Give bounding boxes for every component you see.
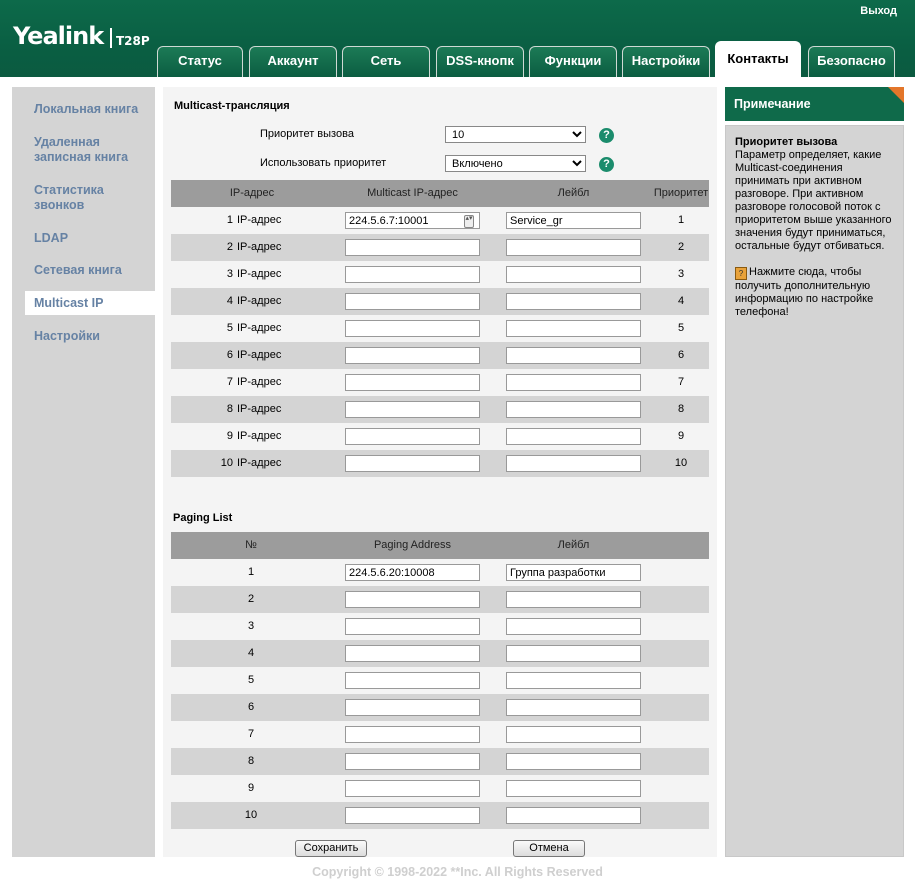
priority-select[interactable] [445, 126, 586, 143]
tab-contacts[interactable]: Контакты [715, 41, 801, 77]
paging-address-input[interactable] [345, 726, 480, 743]
multicast-label-input[interactable] [506, 347, 641, 364]
table-row [171, 694, 709, 721]
row-number: 4 [226, 295, 233, 307]
table-row [171, 802, 709, 829]
table-row [171, 342, 709, 369]
multicast-address-input[interactable] [345, 293, 480, 310]
multicast-address-input[interactable] [345, 212, 480, 229]
table-row [171, 640, 709, 667]
sidebar-item-network-book[interactable]: Сетевая книга [34, 263, 122, 277]
row-number: 2 [226, 241, 233, 253]
multicast-label-input[interactable] [506, 320, 641, 337]
paging-address-input[interactable] [345, 591, 480, 608]
row-number: 7 [247, 728, 255, 740]
logout-link[interactable]: Выход [860, 5, 897, 17]
row-priority: 1 [677, 214, 685, 226]
paging-label-input[interactable] [506, 672, 641, 689]
sidebar-item-call-log[interactable]: Статистика звонков [34, 183, 104, 212]
col-label: Лейбл [557, 187, 590, 199]
left-sidebar [12, 87, 155, 857]
table-row [171, 450, 709, 477]
paging-address-input[interactable] [345, 645, 480, 662]
row-number: 9 [247, 782, 255, 794]
row-priority: 3 [677, 268, 685, 280]
yealink-logo: Yealink [13, 22, 104, 50]
row-number: 10 [244, 809, 258, 821]
row-ip-label: IP-адрес [237, 241, 282, 253]
table-row [171, 315, 709, 342]
tab-dss-keys[interactable]: DSS-кнопк [436, 46, 524, 77]
row-ip-label: IP-адрес [237, 430, 282, 442]
save-button[interactable]: Сохранить [295, 840, 367, 857]
paging-address-input[interactable] [345, 780, 480, 797]
tab-status[interactable]: Статус [157, 46, 243, 77]
row-number: 1 [247, 566, 255, 578]
sidebar-item-remote-book[interactable]: Удаленная записная книга [34, 135, 129, 164]
row-number: 6 [247, 701, 255, 713]
col-paging-label: Лейбл [557, 539, 590, 551]
table-row [171, 396, 709, 423]
paging-address-input[interactable] [345, 672, 480, 689]
use-priority-label: Использовать приоритет [260, 157, 387, 169]
multicast-label-input[interactable] [506, 428, 641, 445]
tab-features[interactable]: Функции [529, 46, 617, 77]
tab-network[interactable]: Сеть [342, 46, 430, 77]
multicast-address-input[interactable] [345, 266, 480, 283]
row-number: 2 [247, 593, 255, 605]
paging-address-input[interactable] [345, 807, 480, 824]
row-number: 10 [220, 457, 233, 469]
note-title: Приоритет вызова [735, 136, 838, 148]
table-row [171, 667, 709, 694]
row-ip-label: IP-адрес [237, 295, 282, 307]
table-row [171, 423, 709, 450]
sidebar-item-local-book[interactable]: Локальная книга [34, 102, 139, 116]
row-ip-label: IP-адрес [237, 457, 282, 469]
model-name: T28P [116, 34, 150, 48]
use-priority-select[interactable] [445, 155, 586, 172]
top-header [0, 0, 915, 77]
paging-label-input[interactable] [506, 726, 641, 743]
row-number: 8 [226, 403, 233, 415]
note-help-link[interactable] [735, 266, 894, 319]
paging-table [171, 532, 709, 829]
row-priority: 6 [677, 349, 685, 361]
multicast-label-input[interactable] [506, 293, 641, 310]
tab-security[interactable]: Безопасно [808, 46, 895, 77]
row-priority: 4 [677, 295, 685, 307]
row-number: 5 [247, 674, 255, 686]
tab-settings[interactable]: Настройки [622, 46, 710, 77]
note-text: Параметр определяет, какие Multicast-соединения принимать при активном разговоре. При активном разговоре голосовой поток с приоритетом выше указанного значения будут приниматься, остальные будут отбиваться. [735, 149, 892, 252]
row-ip-label: IP-адрес [237, 403, 282, 415]
row-priority: 5 [677, 322, 685, 334]
sidebar-item-settings[interactable]: Настройки [34, 329, 100, 343]
row-priority: 9 [677, 430, 685, 442]
row-number: 5 [226, 322, 233, 334]
table-row [171, 288, 709, 315]
paging-label-input[interactable] [506, 753, 641, 770]
multicast-address-input[interactable] [345, 347, 480, 364]
row-number: 3 [226, 268, 233, 280]
col-ip-address: IP-адрес [229, 187, 275, 199]
row-ip-label: IP-адрес [237, 214, 282, 226]
logo-divider [110, 28, 112, 48]
row-priority: 7 [677, 376, 685, 388]
row-number: 3 [247, 620, 255, 632]
row-priority: 2 [677, 241, 685, 253]
help-book-icon: ? [735, 267, 747, 280]
table-row [171, 559, 709, 586]
multicast-address-input[interactable] [345, 455, 480, 472]
row-number: 1 [226, 214, 233, 226]
paging-section-title: Paging List [173, 512, 233, 524]
col-priority: Приоритет [653, 187, 709, 199]
note-header-title: Примечание [734, 97, 811, 111]
multicast-address-input[interactable] [345, 428, 480, 445]
priority-help-icon[interactable]: ? [599, 128, 614, 143]
table-row [171, 586, 709, 613]
col-number: № [245, 539, 257, 551]
tab-account[interactable]: Аккаунт [249, 46, 337, 77]
note-help-text[interactable]: Нажмите сюда, чтобы получить дополнительную информацию по настройке телефона! [735, 266, 874, 318]
row-number: 6 [226, 349, 233, 361]
multicast-address-input[interactable] [345, 401, 480, 418]
corner-accent-icon [888, 87, 904, 103]
stepper-icon[interactable]: ▴▾ [464, 215, 474, 228]
multicast-table-header [171, 180, 709, 207]
multicast-label-input[interactable] [506, 266, 641, 283]
paging-label-input[interactable] [506, 618, 641, 635]
table-row [171, 207, 709, 234]
multicast-table [171, 180, 709, 477]
note-header [725, 87, 904, 121]
table-row [171, 721, 709, 748]
multicast-address-input[interactable] [345, 320, 480, 337]
multicast-label-input[interactable] [506, 401, 641, 418]
paging-label-input[interactable] [506, 780, 641, 797]
col-paging-address: Paging Address [373, 539, 452, 551]
table-row [171, 613, 709, 640]
multicast-label-input[interactable] [506, 374, 641, 391]
row-ip-label: IP-адрес [237, 349, 282, 361]
cancel-button[interactable]: Отмена [513, 840, 585, 857]
multicast-label-input[interactable] [506, 212, 641, 229]
use-priority-help-icon[interactable]: ? [599, 157, 614, 172]
row-ip-label: IP-адрес [237, 268, 282, 280]
copyright-footer: Copyright © 1998-2022 **Inc. All Rights Reserved [312, 865, 603, 879]
multicast-section-title: Multicast-трансляция [174, 100, 290, 112]
table-row [171, 775, 709, 802]
row-number: 9 [226, 430, 233, 442]
paging-label-input[interactable] [506, 591, 641, 608]
multicast-address-input[interactable] [345, 239, 480, 256]
paging-address-input[interactable] [345, 699, 480, 716]
paging-label-input[interactable] [506, 807, 641, 824]
multicast-address-input[interactable] [345, 374, 480, 391]
sidebar-item-multicast-ip[interactable]: Multicast IP [25, 291, 162, 315]
paging-label-input[interactable] [506, 645, 641, 662]
paging-address-input[interactable] [345, 618, 480, 635]
paging-label-input[interactable] [506, 699, 641, 716]
row-ip-label: IP-адрес [237, 376, 282, 388]
paging-address-input[interactable] [345, 753, 480, 770]
row-priority: 10 [674, 457, 688, 469]
table-row [171, 261, 709, 288]
paging-address-input[interactable] [345, 564, 480, 581]
table-row [171, 234, 709, 261]
multicast-label-input[interactable] [506, 239, 641, 256]
paging-label-input[interactable] [506, 564, 641, 581]
table-row [171, 748, 709, 775]
row-ip-label: IP-адрес [237, 322, 282, 334]
multicast-label-input[interactable] [506, 455, 641, 472]
row-number: 7 [226, 376, 233, 388]
table-row [171, 369, 709, 396]
note-panel [725, 125, 904, 857]
priority-label: Приоритет вызова [260, 128, 354, 140]
col-multicast-ip: Multicast IP-адрес [367, 187, 458, 199]
row-number: 4 [247, 647, 255, 659]
sidebar-item-ldap[interactable]: LDAP [34, 231, 69, 245]
row-priority: 8 [677, 403, 685, 415]
main-content [163, 87, 717, 857]
paging-table-header [171, 532, 709, 559]
row-number: 8 [247, 755, 255, 767]
